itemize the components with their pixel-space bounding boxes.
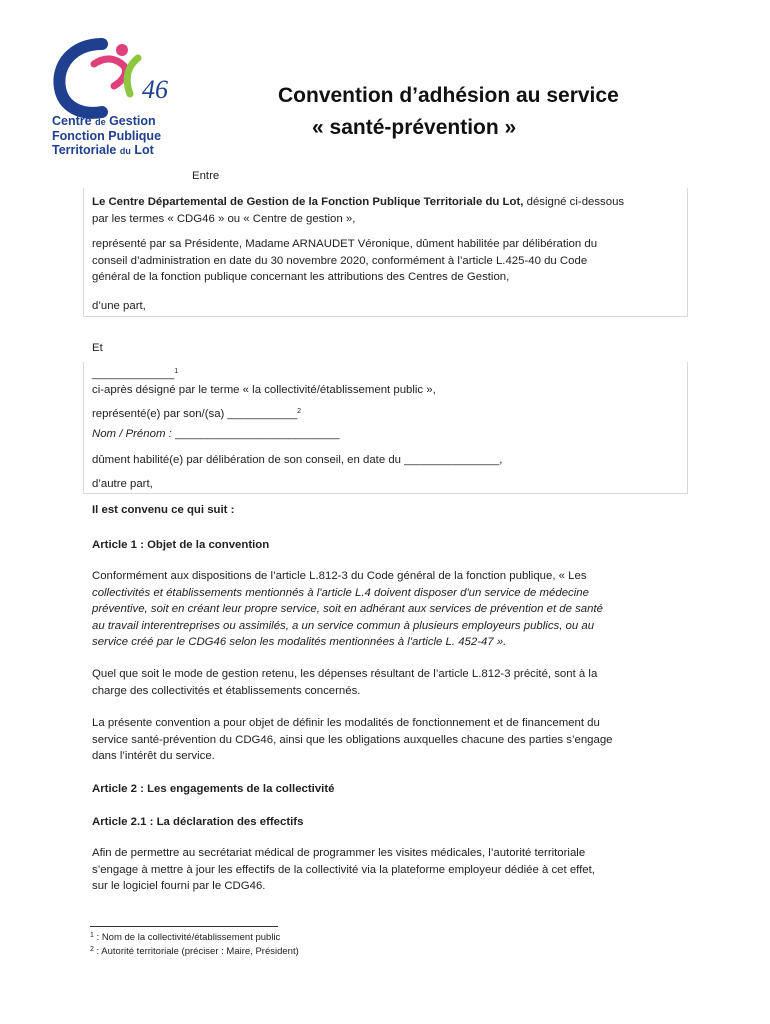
represente-field[interactable]: représenté(e) par son/(sa) ___________$^2$ xyxy=(92,408,302,420)
footnote-2: $^2$ : Autorité territoriale (préciser : Maire, Président) xyxy=(90,946,299,957)
autre-part: d’autre part, xyxy=(92,478,153,490)
logo-figure-pink xyxy=(94,59,126,86)
document-title: Convention d’adhésion au service « santé-prévention » xyxy=(278,84,619,139)
collectivite-blank[interactable]: _____________$^1$ xyxy=(92,368,179,380)
footnote-separator xyxy=(90,926,278,927)
article-2-1-title: Article 2.1 : La déclaration des effectifs xyxy=(92,816,304,828)
cdg-designation: Le Centre Départemental de Gestion de la Fonction Publique Territoriale du Lot, désigné ci-dessous par les termes « CDG46 » ou « Centre de gestion », xyxy=(92,196,625,225)
habilite-field[interactable]: dûment habilité(e) par délibération de son conseil, en date du _______________, xyxy=(92,454,503,466)
footnote-1: $^1$ : Nom de la collectivité/établissement public xyxy=(90,932,281,943)
entre-label: Entre xyxy=(192,170,220,182)
convenu-heading: Il est convenu ce qui suit : xyxy=(92,504,235,516)
article-1-paragraph-1: Conformément aux dispositions de l’article L.812-3 du Code général de la fonction publique, « Les collectivités et établissements mentionnés à l'article L.4 doivent disposer d'un service de médecine préventive, soit en créant leur propre service, soit en adhérant aux services de prévention et de santé au travail interentreprises ou assimilés, a un service commun à plusieurs employeurs publics, ou au service créé par le CDG46 selon les modalités mentionnées à l'article L. 452-47 ». xyxy=(92,570,603,648)
une-part: d’une part, xyxy=(92,300,146,312)
logo-number: 46 xyxy=(142,75,168,104)
logo-figure-green xyxy=(127,58,138,94)
cdg-representation: représenté par sa Présidente, Madame ARNAUDET Véronique, dûment habilitée par délibération du conseil d’administration en date du 30 novembre 2020, conformément à l’article L.425-40 du Code général de la fonction publique concernant les attributions des Centres de Gestion, xyxy=(92,238,598,283)
logo-figure-head xyxy=(116,44,128,56)
nom-prenom-field[interactable]: Nom / Prénom : __________________________ xyxy=(92,428,340,440)
logo-c-arc xyxy=(59,44,102,113)
et-label: Et xyxy=(92,342,103,354)
article-1-paragraph-2: Quel que soit le mode de gestion retenu, les dépenses résultant de l’article L.812-3 précité, sont à la charge des collectivités et établissements concernés. xyxy=(92,668,598,697)
logo-text: Centre de Gestion Fonction Publique Territoriale du Lot xyxy=(52,114,162,157)
ci-apres: ci-après désigné par le terme « la collectivité/établissement public », xyxy=(92,384,436,396)
article-1-paragraph-3: La présente convention a pour objet de définir les modalités de fonctionnement et de financement du service santé-prévention du CDG46, ainsi que les obligations auxquelles chacune des parties s’engage dans l’intérêt du service. xyxy=(92,717,613,762)
article-1-title: Article 1 : Objet de la convention xyxy=(92,539,270,551)
article-2-1-paragraph: Afin de permettre au secrétariat médical de programmer les visites médicales, l’autorité territoriale s’engage à mettre à jour les effectifs de la collectivité via la plateforme employeur dédiée à cet effet, sur le logiciel fourni par le CDG46. xyxy=(92,847,595,892)
article-2-title: Article 2 : Les engagements de la collectivité xyxy=(92,783,335,795)
